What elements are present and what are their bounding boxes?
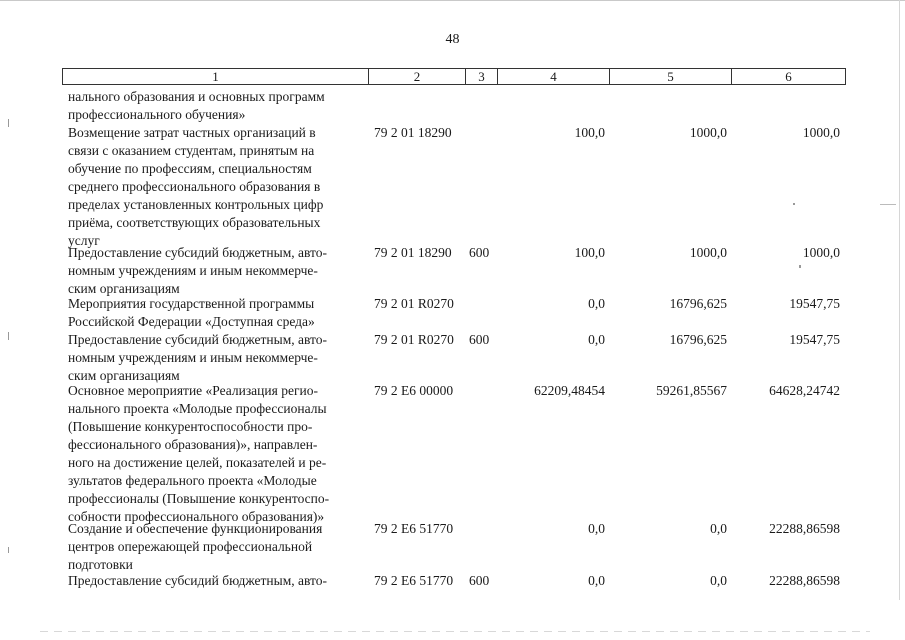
row-value-col6: 22288,86598 <box>769 521 840 536</box>
row-value-col6: 22288,86598 <box>769 573 840 588</box>
row-name <box>68 295 362 331</box>
row-csr-code: 79 2 01 R0270 <box>374 296 454 311</box>
row-csr-code: 79 2 E6 51770 <box>374 521 454 536</box>
scan-mark <box>8 119 9 127</box>
row-value-col6: 1000,0 <box>802 245 840 260</box>
header-col-1: 1 <box>63 69 369 84</box>
row-name-line: Создание и обеспечение функционирования <box>68 521 323 536</box>
row-name-line: фессионального образования)», направлен- <box>68 437 318 452</box>
row-name <box>68 244 362 298</box>
row-name <box>68 572 362 590</box>
row-csr-code: 79 2 E6 00000 <box>374 383 454 398</box>
row-csr-code: 79 2 01 18290 <box>374 245 452 260</box>
row-value-col4: 0,0 <box>588 521 605 536</box>
row-name-line: Предоставление субсидий бюджетным, авто- <box>68 332 327 347</box>
row-name-line: пределах установленных контрольных цифр <box>68 197 324 212</box>
row-value-col4: 0,0 <box>588 332 605 347</box>
row-value-col6: 1000,0 <box>802 125 840 140</box>
scan-mark <box>8 332 9 340</box>
row-csr-code: 79 2 01 18290 <box>374 125 452 140</box>
row-value-col4: 62209,48454 <box>534 383 605 398</box>
row-value-col6: 19547,75 <box>789 332 840 347</box>
row-name <box>68 520 362 574</box>
row-name-line: ским организациям <box>68 368 180 383</box>
row-name-line: связи с оказанием студентам, принятым на <box>68 143 315 158</box>
row-name-line: профессионалы (Повышение конкурентоспо- <box>68 491 330 506</box>
row-name-line: номным учреждениям и иным некоммерче- <box>68 350 318 365</box>
row-name-line: зультатов федерального проекта «Молодые <box>68 473 317 488</box>
row-name-line: Основное мероприятие «Реализация регио- <box>68 383 318 398</box>
row-name-line: Российской Федерации «Доступная среда» <box>68 314 315 329</box>
row-value-col5: 1000,0 <box>689 125 727 140</box>
row-csr-code: 79 2 01 R0270 <box>374 332 454 347</box>
row-value-col5: 16796,625 <box>669 332 727 347</box>
header-col-2: 2 <box>369 69 466 84</box>
row-name-line: подготовки <box>68 557 133 572</box>
row-name <box>68 124 362 250</box>
row-value-col5: 0,0 <box>710 573 727 588</box>
row-name-line: услуг <box>68 233 100 248</box>
row-name-line: центров опережающей профессиональной <box>68 539 313 554</box>
table-header <box>62 68 846 85</box>
scan-mark <box>793 203 795 205</box>
row-name-line: нального образования и основных программ <box>68 89 325 104</box>
row-name-line: (Повышение конкурентоспособности про- <box>68 419 313 434</box>
row-value-col6: 19547,75 <box>789 296 840 311</box>
row-vr-code: 600 <box>469 245 490 260</box>
row-name-line: Предоставление субсидий бюджетным, авто- <box>68 245 327 260</box>
row-name-line: Предоставление субсидий бюджетным, авто- <box>68 573 327 588</box>
row-name-line: профессионального обучения» <box>68 107 246 122</box>
page-edge-right <box>899 0 900 600</box>
page-edge-top <box>0 0 905 1</box>
row-value-col5: 16796,625 <box>669 296 727 311</box>
row-vr-code: 600 <box>469 573 490 588</box>
header-col-3: 3 <box>466 69 498 84</box>
row-value-col4: 100,0 <box>574 245 605 260</box>
row-name <box>68 382 362 526</box>
scan-mark <box>8 547 9 553</box>
row-name <box>68 88 362 124</box>
row-name-line: ским организациям <box>68 281 180 296</box>
header-col-5: 5 <box>610 69 732 84</box>
row-csr-code: 79 2 E6 51770 <box>374 573 454 588</box>
row-value-col5: 0,0 <box>710 521 727 536</box>
row-value-col5: 1000,0 <box>689 245 727 260</box>
row-name-line: Мероприятия государственной программы <box>68 296 315 311</box>
row-name-line: ного на достижение целей, показателей и ре- <box>68 455 327 470</box>
row-name-line: номным учреждениям и иным некоммерче- <box>68 263 318 278</box>
row-vr-code: 600 <box>469 332 490 347</box>
scan-noise <box>40 631 870 632</box>
row-name-line: среднего профессионального образования в <box>68 179 321 194</box>
row-value-col4: 0,0 <box>588 573 605 588</box>
page-number: 48 <box>445 32 460 47</box>
row-name-line: Возмещение затрат частных организаций в <box>68 125 316 140</box>
row-name <box>68 331 362 385</box>
row-value-col4: 100,0 <box>574 125 605 140</box>
header-col-6: 6 <box>785 69 792 84</box>
scan-mark <box>880 204 896 205</box>
header-col-4: 4 <box>498 69 610 84</box>
row-name-line: нального проекта «Молодые профессионалы <box>68 401 327 416</box>
row-name-line: приёма, соответствующих образовательных <box>68 215 321 230</box>
row-value-col6: 64628,24742 <box>769 383 840 398</box>
row-name-line: обучение по профессиям, специальностям <box>68 161 312 176</box>
scan-mark <box>799 265 801 268</box>
row-name-line: собности профессионального образования)» <box>68 509 325 524</box>
row-value-col4: 0,0 <box>588 296 605 311</box>
row-value-col5: 59261,85567 <box>656 383 727 398</box>
